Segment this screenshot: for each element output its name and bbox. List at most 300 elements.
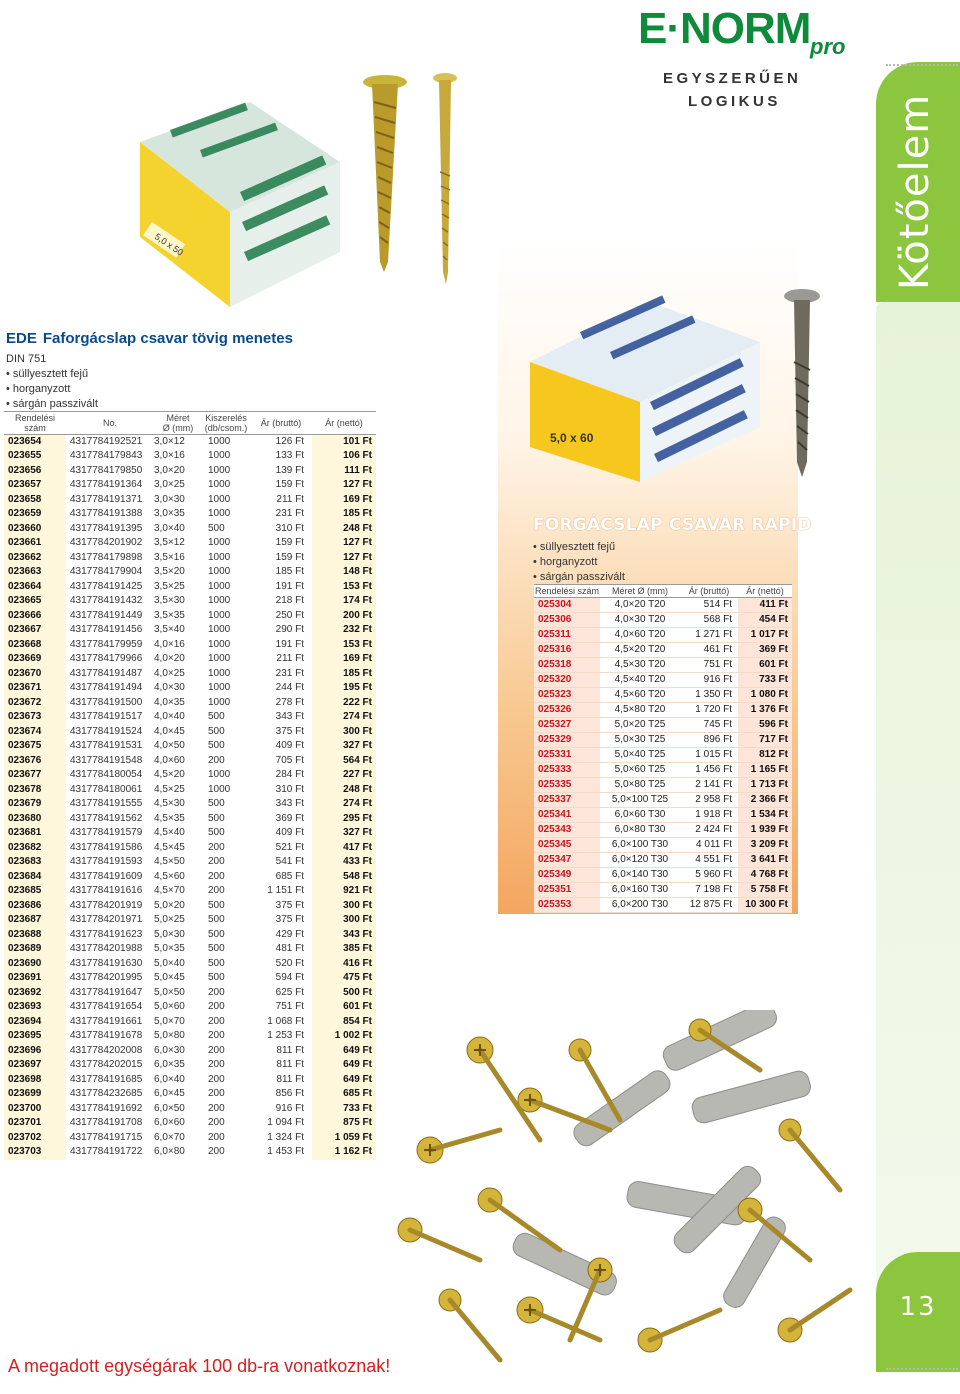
table-row <box>534 748 792 763</box>
price-net-cell: 500 Ft <box>312 986 376 1001</box>
size-cell: 5,0×25 <box>154 914 185 926</box>
package-cell: 1000 <box>208 580 231 592</box>
price-gross-cell: 159 Ft <box>275 537 304 549</box>
table-row <box>534 883 792 898</box>
size-cell: 4,5×25 <box>154 783 185 795</box>
price-net-cell: 1 080 Ft <box>738 688 792 703</box>
ean-cell: 4317784191364 <box>70 479 143 491</box>
size-cell: 3,5×25 <box>154 580 185 592</box>
price-net-cell: 1 713 Ft <box>738 778 792 793</box>
table-row <box>4 536 376 551</box>
price-gross-cell: 231 Ft <box>275 508 304 520</box>
table-row <box>4 681 376 696</box>
col-ean: No. <box>66 412 154 435</box>
table-row <box>534 673 792 688</box>
price-gross-cell: 343 Ft <box>275 711 304 723</box>
size-cell: 5,0×80 <box>154 1030 185 1042</box>
price-net-cell: 1 534 Ft <box>738 808 792 823</box>
price-net-cell: 153 Ft <box>312 580 376 595</box>
price-net-cell: 127 Ft <box>312 536 376 551</box>
ean-cell: 4317784191395 <box>70 522 143 534</box>
price-net-cell: 369 Ft <box>738 643 792 658</box>
order-number-cell: 025349 <box>534 868 600 883</box>
table-row <box>4 609 376 624</box>
price-net-cell: 106 Ft <box>312 449 376 464</box>
table-row <box>4 1145 376 1160</box>
table-row <box>4 623 376 638</box>
table-row <box>534 778 792 793</box>
ean-cell: 4317784191708 <box>70 1117 143 1129</box>
table-row <box>534 688 792 703</box>
order-number-cell: 023697 <box>4 1058 66 1073</box>
order-number-cell: 023663 <box>4 565 66 580</box>
package-cell: 500 <box>208 957 225 969</box>
size-cell: 4,0×30 <box>154 682 185 694</box>
price-net-cell: 169 Ft <box>312 493 376 508</box>
order-number-cell: 023685 <box>4 884 66 899</box>
size-cell: 5,0×20 <box>154 899 185 911</box>
ean-cell: 4317784179959 <box>70 638 143 650</box>
size-cell: 3,5×40 <box>154 624 185 636</box>
package-cell: 1000 <box>208 551 231 563</box>
package-cell: 500 <box>208 798 225 810</box>
order-number-cell: 025323 <box>534 688 600 703</box>
price-gross-cell: 1 151 Ft <box>267 885 304 897</box>
package-cell: 1000 <box>208 595 231 607</box>
order-number-cell: 025326 <box>534 703 600 718</box>
order-number-cell: 025306 <box>534 613 600 628</box>
table-row <box>534 763 792 778</box>
table-row <box>4 986 376 1001</box>
price-gross-cell: 4 551 Ft <box>680 853 738 868</box>
order-number-cell: 023679 <box>4 797 66 812</box>
price-gross-cell: 290 Ft <box>275 624 304 636</box>
table-row <box>4 565 376 580</box>
order-number-cell: 023682 <box>4 841 66 856</box>
order-number-cell: 023670 <box>4 667 66 682</box>
price-gross-cell: 811 Ft <box>276 1073 304 1085</box>
package-cell: 1000 <box>208 638 231 650</box>
size-cell: 3,5×35 <box>154 609 185 621</box>
order-number-cell: 023695 <box>4 1029 66 1044</box>
col-price-net: Ár (nettó) <box>312 412 376 435</box>
package-cell: 500 <box>208 943 225 955</box>
price-gross-cell: 514 Ft <box>680 598 738 613</box>
order-number-cell: 023666 <box>4 609 66 624</box>
order-number-cell: 023678 <box>4 783 66 798</box>
price-gross-cell: 856 Ft <box>275 1088 304 1100</box>
spec-line: • sárgán passzivált <box>533 571 625 583</box>
package-cell: 200 <box>208 1015 225 1027</box>
order-number-cell: 023674 <box>4 725 66 740</box>
col-order-number: Rendelési szám <box>4 412 66 435</box>
order-number-cell: 025337 <box>534 793 600 808</box>
order-number-cell: 025341 <box>534 808 600 823</box>
price-net-cell: 195 Ft <box>312 681 376 696</box>
size-cell: 5,0×80 T25 <box>600 778 680 793</box>
table-body <box>4 435 376 1160</box>
order-number-cell: 023698 <box>4 1073 66 1088</box>
price-gross-cell: 5 960 Ft <box>680 868 738 883</box>
order-number-cell: 023665 <box>4 594 66 609</box>
price-net-cell: 875 Ft <box>312 1116 376 1131</box>
table-row <box>4 754 376 769</box>
package-cell: 200 <box>208 754 225 766</box>
order-number-cell: 023661 <box>4 536 66 551</box>
price-gross-cell: 1 094 Ft <box>267 1117 304 1129</box>
order-number-cell: 025333 <box>534 763 600 778</box>
price-net-cell: 274 Ft <box>312 710 376 725</box>
col-price-net: Ár (nettó) <box>738 585 792 598</box>
order-number-cell: 025304 <box>534 598 600 613</box>
price-gross-cell: 310 Ft <box>275 783 304 795</box>
price-gross-cell: 751 Ft <box>275 1001 304 1013</box>
size-cell: 3,5×12 <box>154 537 185 549</box>
ean-cell: 4317784202015 <box>70 1059 143 1071</box>
price-net-cell: 169 Ft <box>312 652 376 667</box>
price-net-cell: 295 Ft <box>312 812 376 827</box>
package-cell: 200 <box>208 1001 225 1013</box>
ean-cell: 4317784191654 <box>70 1001 143 1013</box>
size-cell: 6,0×120 T30 <box>600 853 680 868</box>
package-cell: 1000 <box>208 653 231 665</box>
price-net-cell: 812 Ft <box>738 748 792 763</box>
ean-cell: 4317784191579 <box>70 827 143 839</box>
ean-cell: 4317784191494 <box>70 682 143 694</box>
size-cell: 5,0×100 T25 <box>600 793 680 808</box>
size-cell: 5,0×30 T25 <box>600 733 680 748</box>
package-cell: 1000 <box>208 696 231 708</box>
package-cell: 1000 <box>208 537 231 549</box>
table-row <box>4 826 376 841</box>
price-gross-cell: 1 253 Ft <box>267 1030 304 1042</box>
size-cell: 6,0×100 T30 <box>600 838 680 853</box>
price-net-cell: 1 002 Ft <box>312 1029 376 1044</box>
ean-cell: 4317784180054 <box>70 769 143 781</box>
table-row <box>4 870 376 885</box>
table-row <box>534 868 792 883</box>
table-row <box>534 793 792 808</box>
size-cell: 6,0×70 <box>154 1131 185 1143</box>
size-cell: 3,0×16 <box>154 450 185 462</box>
price-gross-cell: 429 Ft <box>275 928 304 940</box>
size-cell: 6,0×200 T30 <box>600 898 680 913</box>
size-cell: 5,0×35 <box>154 943 185 955</box>
ean-cell: 4317784179966 <box>70 653 143 665</box>
package-cell: 500 <box>208 711 225 723</box>
package-cell: 200 <box>208 885 225 897</box>
ean-cell: 4317784191623 <box>70 928 143 940</box>
order-number-cell: 025345 <box>534 838 600 853</box>
ean-cell: 4317784191692 <box>70 1102 143 1114</box>
price-gross-cell: 343 Ft <box>275 798 304 810</box>
price-gross-cell: 1 068 Ft <box>267 1015 304 1027</box>
ean-cell: 4317784179850 <box>70 464 143 476</box>
size-cell: 6,0×45 <box>154 1088 185 1100</box>
order-number-cell: 023657 <box>4 478 66 493</box>
package-cell: 1000 <box>208 436 231 447</box>
price-gross-cell: 409 Ft <box>275 827 304 839</box>
ean-cell: 4317784191425 <box>70 580 143 592</box>
package-cell: 1000 <box>208 508 231 520</box>
order-number-cell: 023664 <box>4 580 66 595</box>
package-cell: 1000 <box>208 682 231 694</box>
price-table-left <box>4 411 376 1160</box>
package-cell: 500 <box>208 899 225 911</box>
price-gross-cell: 218 Ft <box>275 595 304 607</box>
table-row <box>4 797 376 812</box>
price-net-cell: 10 300 Ft <box>738 898 792 913</box>
package-cell: 500 <box>208 928 225 940</box>
table-row <box>4 783 376 798</box>
size-cell: 3,0×25 <box>154 479 185 491</box>
price-gross-cell: 2 958 Ft <box>680 793 738 808</box>
ean-cell: 4317784232685 <box>70 1088 143 1100</box>
price-gross-cell: 1 271 Ft <box>680 628 738 643</box>
table-row <box>4 1087 376 1102</box>
price-net-cell: 601 Ft <box>738 658 792 673</box>
logo-tagline-1: EGYSZERŰEN <box>663 70 802 87</box>
size-cell: 4,5×70 <box>154 885 185 897</box>
size-cell: 5,0×40 <box>154 957 185 969</box>
price-net-cell: 454 Ft <box>738 613 792 628</box>
ean-cell: 4317784191517 <box>70 711 143 723</box>
rapid-specs <box>533 540 625 585</box>
price-net-cell: 148 Ft <box>312 565 376 580</box>
size-cell: 4,5×60 T20 <box>600 688 680 703</box>
price-gross-cell: 375 Ft <box>275 914 304 926</box>
order-number-cell: 023654 <box>4 435 66 450</box>
price-gross-cell: 1 720 Ft <box>680 703 738 718</box>
price-gross-cell: 568 Ft <box>680 613 738 628</box>
package-cell: 500 <box>208 725 225 737</box>
size-cell: 4,0×45 <box>154 725 185 737</box>
package-cell: 200 <box>208 1073 225 1085</box>
price-net-cell: 5 758 Ft <box>738 883 792 898</box>
order-number-cell: 023701 <box>4 1116 66 1131</box>
order-number-cell: 023683 <box>4 855 66 870</box>
table-row <box>4 855 376 870</box>
price-net-cell: 733 Ft <box>738 673 792 688</box>
table-row <box>4 493 376 508</box>
order-number-cell: 023702 <box>4 1131 66 1146</box>
right-product-image <box>520 282 850 492</box>
size-cell: 5,0×45 <box>154 972 185 984</box>
price-gross-cell: 284 Ft <box>275 769 304 781</box>
price-gross-cell: 1 453 Ft <box>267 1146 304 1158</box>
ean-cell: 4317784191685 <box>70 1073 143 1085</box>
order-number-cell: 023660 <box>4 522 66 537</box>
ean-cell: 4317784201988 <box>70 943 143 955</box>
size-cell: 4,0×25 <box>154 667 185 679</box>
size-cell: 3,0×12 <box>154 436 185 447</box>
price-gross-cell: 12 875 Ft <box>680 898 738 913</box>
size-cell: 5,0×70 <box>154 1015 185 1027</box>
ean-cell: 4317784191449 <box>70 609 143 621</box>
price-gross-cell: 375 Ft <box>275 725 304 737</box>
package-cell: 500 <box>208 914 225 926</box>
package-cell: 200 <box>208 1131 225 1143</box>
table-row <box>4 652 376 667</box>
price-net-cell: 733 Ft <box>312 1102 376 1117</box>
order-number-cell: 023673 <box>4 710 66 725</box>
table-row <box>4 899 376 914</box>
price-gross-cell: 685 Ft <box>275 870 304 882</box>
product-code: EDE <box>6 330 37 347</box>
price-gross-cell: 139 Ft <box>275 464 304 476</box>
order-number-cell: 025351 <box>534 883 600 898</box>
table-body <box>534 598 792 913</box>
ean-cell: 4317784191647 <box>70 986 143 998</box>
price-gross-cell: 745 Ft <box>680 718 738 733</box>
size-cell: 3,0×40 <box>154 522 185 534</box>
order-number-cell: 023655 <box>4 449 66 464</box>
size-cell: 4,5×80 T20 <box>600 703 680 718</box>
table-row <box>4 449 376 464</box>
price-net-cell: 1 165 Ft <box>738 763 792 778</box>
package-cell: 200 <box>208 870 225 882</box>
order-number-cell: 025320 <box>534 673 600 688</box>
order-number-cell: 023689 <box>4 942 66 957</box>
logo-tagline-2: LOGIKUS <box>688 93 781 110</box>
order-number-cell: 025318 <box>534 658 600 673</box>
price-gross-cell: 231 Ft <box>275 667 304 679</box>
price-gross-cell: 7 198 Ft <box>680 883 738 898</box>
size-cell: 4,0×20 T20 <box>600 598 680 613</box>
table-row <box>534 598 792 613</box>
wall-plugs <box>510 1010 813 1311</box>
table-row <box>4 478 376 493</box>
screw-right <box>784 289 820 477</box>
price-net-cell: 200 Ft <box>312 609 376 624</box>
ean-cell: 4317784191371 <box>70 493 143 505</box>
spec-line: DIN 751 <box>6 353 47 365</box>
size-cell: 4,5×40 T20 <box>600 673 680 688</box>
size-cell: 4,0×20 <box>154 653 185 665</box>
package-cell: 1000 <box>208 450 231 462</box>
size-cell: 6,0×60 <box>154 1117 185 1129</box>
table-row <box>534 853 792 868</box>
package-cell: 200 <box>208 1102 225 1114</box>
size-cell: 4,0×60 <box>154 754 185 766</box>
ean-cell: 4317784191562 <box>70 812 143 824</box>
page-number: 13 <box>899 1292 937 1322</box>
table-row <box>4 725 376 740</box>
ean-cell: 4317784191630 <box>70 957 143 969</box>
order-number-cell: 023684 <box>4 870 66 885</box>
ean-cell: 4317784179904 <box>70 566 143 578</box>
price-net-cell: 385 Ft <box>312 942 376 957</box>
table-row <box>4 1116 376 1131</box>
order-number-cell: 023688 <box>4 928 66 943</box>
table-row <box>4 594 376 609</box>
left-product-image <box>130 62 460 322</box>
col-order-number: Rendelési szám <box>534 586 600 596</box>
table-row <box>4 1044 376 1059</box>
price-gross-cell: 594 Ft <box>275 972 304 984</box>
price-gross-cell: 625 Ft <box>275 986 304 998</box>
table-row <box>4 667 376 682</box>
order-number-cell: 025311 <box>534 628 600 643</box>
price-net-cell: 232 Ft <box>312 623 376 638</box>
order-number-cell: 023681 <box>4 826 66 841</box>
size-cell: 6,0×80 <box>154 1146 185 1158</box>
table-row <box>4 638 376 653</box>
table-row <box>4 768 376 783</box>
table-row <box>4 464 376 479</box>
package-cell: 200 <box>208 841 225 853</box>
table-row <box>534 838 792 853</box>
price-gross-cell: 4 011 Ft <box>680 838 738 853</box>
price-gross-cell: 1 456 Ft <box>680 763 738 778</box>
price-net-cell: 3 209 Ft <box>738 838 792 853</box>
package-cell: 500 <box>208 827 225 839</box>
price-net-cell: 127 Ft <box>312 478 376 493</box>
ean-cell: 4317784192521 <box>70 436 143 447</box>
size-cell: 4,0×30 T20 <box>600 613 680 628</box>
size-cell: 4,5×20 <box>154 769 185 781</box>
price-gross-cell: 409 Ft <box>275 740 304 752</box>
size-cell: 3,0×30 <box>154 493 185 505</box>
table-row <box>4 841 376 856</box>
package-cell: 200 <box>208 1088 225 1100</box>
enorm-logo <box>638 4 848 114</box>
size-cell: 6,0×60 T30 <box>600 808 680 823</box>
price-net-cell: 327 Ft <box>312 739 376 754</box>
price-net-cell: 475 Ft <box>312 971 376 986</box>
size-cell: 4,5×35 <box>154 812 185 824</box>
price-gross-cell: 1 324 Ft <box>267 1131 304 1143</box>
price-net-cell: 1 939 Ft <box>738 823 792 838</box>
table-header-row <box>4 412 376 435</box>
price-gross-cell: 278 Ft <box>275 696 304 708</box>
price-net-cell: 111 Ft <box>312 464 376 479</box>
size-cell: 4,5×45 <box>154 841 185 853</box>
price-net-cell: 2 366 Ft <box>738 793 792 808</box>
size-cell: 5,0×30 <box>154 928 185 940</box>
price-net-cell: 417 Ft <box>312 841 376 856</box>
ean-cell: 4317784191586 <box>70 841 143 853</box>
order-number-cell: 023656 <box>4 464 66 479</box>
table-row <box>4 1131 376 1146</box>
ean-cell: 4317784201919 <box>70 899 143 911</box>
price-gross-cell: 126 Ft <box>275 436 304 447</box>
package-cell: 1000 <box>208 464 231 476</box>
footer-note: A megadott egységárak 100 db-ra vonatkoznak! <box>8 1356 391 1376</box>
order-number-cell: 023662 <box>4 551 66 566</box>
price-net-cell: 416 Ft <box>312 957 376 972</box>
package-cell: 1000 <box>208 624 231 636</box>
table-row <box>4 971 376 986</box>
price-net-cell: 343 Ft <box>312 928 376 943</box>
price-net-cell: 222 Ft <box>312 696 376 711</box>
col-size: Méret Ø (mm) <box>154 412 202 435</box>
price-gross-cell: 1 350 Ft <box>680 688 738 703</box>
logo-wordmark: E·NORM <box>638 4 811 53</box>
price-net-cell: 248 Ft <box>312 522 376 537</box>
price-net-cell: 4 768 Ft <box>738 868 792 883</box>
price-net-cell: 649 Ft <box>312 1044 376 1059</box>
size-cell: 4,5×20 T20 <box>600 643 680 658</box>
size-cell: 6,0×80 T30 <box>600 823 680 838</box>
order-number-cell: 025327 <box>534 718 600 733</box>
table-row <box>4 1015 376 1030</box>
product-specs <box>6 352 98 412</box>
ean-cell: 4317784191722 <box>70 1146 143 1158</box>
order-number-cell: 025335 <box>534 778 600 793</box>
order-number-cell: 023687 <box>4 913 66 928</box>
box-size-label: 5,0 x 50 <box>152 231 186 258</box>
